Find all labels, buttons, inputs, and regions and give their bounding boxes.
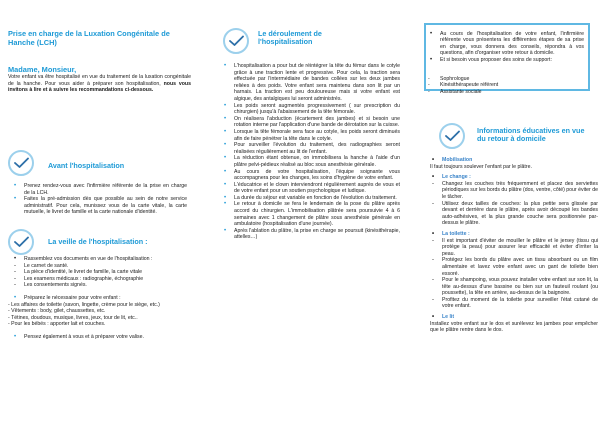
list-item: • Après l'ablation du plâtre, la prise en charge se poursuit (kinésithérapie, attelles…) bbox=[222, 228, 400, 241]
list-item: • Faites la pré-admission dès que possible au sein de notre service administratif. Pour cela, munissez vous de la carte vitale, la carte mutuelle, le livret de famille et la carte nationale d'identité. bbox=[12, 196, 187, 216]
mobilisation-text: Il faut toujours soulever l'enfant par le plâtre. bbox=[430, 163, 532, 170]
list-item: • Lorsque la tête fémorale sera face au cotyle, les poids seront diminués afin de faire pénétrer la tête dans le cotyle. bbox=[222, 129, 400, 142]
list-item: - Vêtements : body, gilet, chaussettes, etc. bbox=[8, 308, 106, 315]
necessities-list bbox=[8, 302, 187, 328]
eve-block bbox=[8, 256, 187, 341]
list-item: - Protégez les bords du plâtre avec un tissu absorbant ou un film alimentaire et lavez votre enfant avec un gant de toilette bien essoré. bbox=[430, 257, 598, 277]
list-item: - Pour les bébés : apporter lait et couches. bbox=[8, 321, 106, 328]
list-item: - Changez les couches très fréquemment et placez des serviettes périodiques sur les bords du plâtre (dos, ventre, côté) pour éviter de le tâcher. bbox=[430, 181, 598, 201]
list-item: • L'éducatrice et le clown interviendront régulièrement auprès de vous et de votre enfant pour un soutien psychologique et ludique. bbox=[222, 182, 400, 195]
check-circle-icon bbox=[439, 123, 465, 149]
change-list bbox=[430, 181, 598, 227]
list-item: - Les affaires de toilette (savon, lingette, crème pour le siège, etc.) bbox=[8, 301, 160, 308]
check-circle-icon bbox=[8, 229, 34, 255]
greeting: Madame, Monsieur, bbox=[8, 65, 77, 74]
list-item: - Les consentements signés. bbox=[12, 282, 187, 289]
list-item: - La pièce d'identité, le livret de famille, la carte vitale bbox=[12, 269, 187, 276]
education-block bbox=[430, 157, 598, 334]
documents-list bbox=[12, 263, 187, 289]
list-item: • On réalisera l'abduction (écartement des jambes) et si besoin une rotation interne par l'application d'une bande de dérotation sur la cuisse. bbox=[222, 116, 400, 129]
support-item: Kinésithérapeute référent bbox=[440, 82, 499, 89]
list-item: • Au cours de l'hospitalisation de votre enfant, l'infirmière référente vous présentera les différentes étapes de sa prise en charge, vous donnera des conseils, répondra à vos questions, afin d'organiser votre retour à domicile. bbox=[428, 31, 584, 57]
list-item: • Pour surveiller l'évolution du traitement, des radiographies seront réalisées régulièrement au lit de l'enfant. bbox=[222, 142, 400, 155]
toilette-list bbox=[430, 238, 598, 311]
list-item: • Au cours de votre hospitalisation, l'équipe soignante vous accompagnera pour les changes, les soins d'hygiène de votre enfant. bbox=[222, 169, 400, 182]
list-item: - Les examens médicaux : radiographie, échographie bbox=[12, 276, 187, 283]
intro-text bbox=[8, 74, 191, 94]
list-item: • Prenez rendez-vous avec l'infirmière référente de la prise en charge de la LCH. bbox=[12, 183, 187, 196]
list-item: • La réduction étant obtenue, on immobilisera la hanche à l'aide d'un plâtre pelvi-pédieux réalisé au bloc sous anesthésie générale. bbox=[222, 155, 400, 168]
support-item: Assistante sociale bbox=[440, 88, 482, 95]
support-box: • Au cours de l'hospitalisation de votre enfant, l'infirmière référente vous présentera les différentes étapes de sa prise en charge, vous donnera des conseils, répondra à vos questions, afin d'organiser votre retour à domicile. • Et si besoin vous proposer des soins de support: - Sophrologue - Kinésithérapeute référent - Assistante sociale bbox=[424, 23, 590, 91]
list-item: - Utilisez deux tailles de couches: la plus petite sera glissée par devant et derrière dans le plâtre, après avoir découpé les bandes auto-adhésives, et la plus grande couche sera positionnée par-dessus le plâtre. bbox=[430, 201, 598, 227]
support-item: Sophrologue bbox=[440, 76, 470, 82]
list-item: - Il est important d'éviter de mouiller le plâtre et le jersey (tissu qui protège la peau) pour assurer leur efficacité et éviter d'irriter la peau. bbox=[430, 238, 598, 258]
progress-list bbox=[222, 63, 400, 241]
list-item: • Pensez également à vous et à préparer votre valise. bbox=[12, 334, 187, 341]
sub-heading-change: • Le change : bbox=[430, 174, 598, 181]
list-item: - Le carnet de santé. bbox=[12, 263, 187, 270]
list-item: • Le retour à domicile se fera le lendemain de la pose du plâtre après accord du chirurgien. L'immobilisation plâtrée sera poursuivie 4 à 6 semaines avec 1 changement de plâtre sous anesthésie générale en ambulatoire (hospitalisation d'une journée). bbox=[222, 201, 400, 227]
list-item: • Les poids seront augmentés progressivement ( sur prescription du chirurgien) jusqu'à l'abaissement de la tête fémorale. bbox=[222, 103, 400, 116]
lit-text: Installez votre enfant sur le dos et surélevez les jambes pour empêcher que le plâtre rentre dans le dos. bbox=[430, 320, 598, 334]
before-list bbox=[12, 183, 187, 216]
intro-block bbox=[8, 66, 191, 94]
check-circle-icon bbox=[8, 150, 34, 176]
list-item: - Tétines, doudous, musique, livres, jeux, tour de lit, etc.. bbox=[8, 314, 138, 321]
section-title-education: Informations éducatives en vue du retour à domicile bbox=[477, 126, 585, 144]
list-item: • Et si besoin vous proposer des soins de support: bbox=[428, 57, 584, 63]
list-item: • La durée du séjour est variable en fonction de l'évolution du traitement. bbox=[222, 195, 400, 202]
section-title-progress: Le déroulement de l'hospitalisation bbox=[258, 29, 322, 47]
sub-heading-toilette: • La toilette : bbox=[430, 231, 598, 238]
section-title-eve: La veille de l'hospitalisation : bbox=[48, 237, 148, 246]
check-circle-icon bbox=[223, 28, 249, 54]
list-item: • Préparez le nécessaire pour votre enfant : bbox=[12, 295, 187, 302]
intro-plain: Votre enfant va être hospitalisé en vue du traitement de la luxation congénitale de la hanche. Pour vous aider à préparer son hospitalisation, bbox=[8, 74, 191, 87]
list-item: - Pour le shampoing, vous pouvez installer votre enfant sur son lit, la tête au-dessus d'une bassine ou bien sur un fauteuil roulant (ou poussette), la tête en arrière, au-dessus de la baignoire. bbox=[430, 277, 598, 297]
list-item: • Rassemblez vos documents en vue de l'hospitalisation : bbox=[12, 256, 187, 263]
list-item: • L'hospitalisation a pour but de réintégrer la tête du fémur dans le cotyle grâce à une traction lente et progressive. Pour cela, la traction sera effectuée par l'intermédiaire de bandes collées sur les deux jambes reliées à des poids. Votre enfant sera maintenu dans son lit par un harnais. La traction est peu douloureuse mais si votre enfant est algique, des antalgiques lui seront administrés. bbox=[222, 63, 400, 103]
document-title: Prise en charge de la Luxation Congénitale de Hanche (LCH) bbox=[8, 29, 170, 47]
sub-heading-lit: • Le lit bbox=[430, 314, 598, 321]
section-title-before: Avant l'hospitalisation bbox=[48, 161, 125, 170]
sub-heading-mobilisation: • Mobilisation bbox=[430, 157, 598, 164]
list-item: - Profitez du moment de la toilette pour surveiller l'état cutané de votre enfant. bbox=[430, 297, 598, 310]
intro-bold: nous vous invitons à lire et à suivre les recommandations ci-dessous. bbox=[8, 80, 191, 94]
